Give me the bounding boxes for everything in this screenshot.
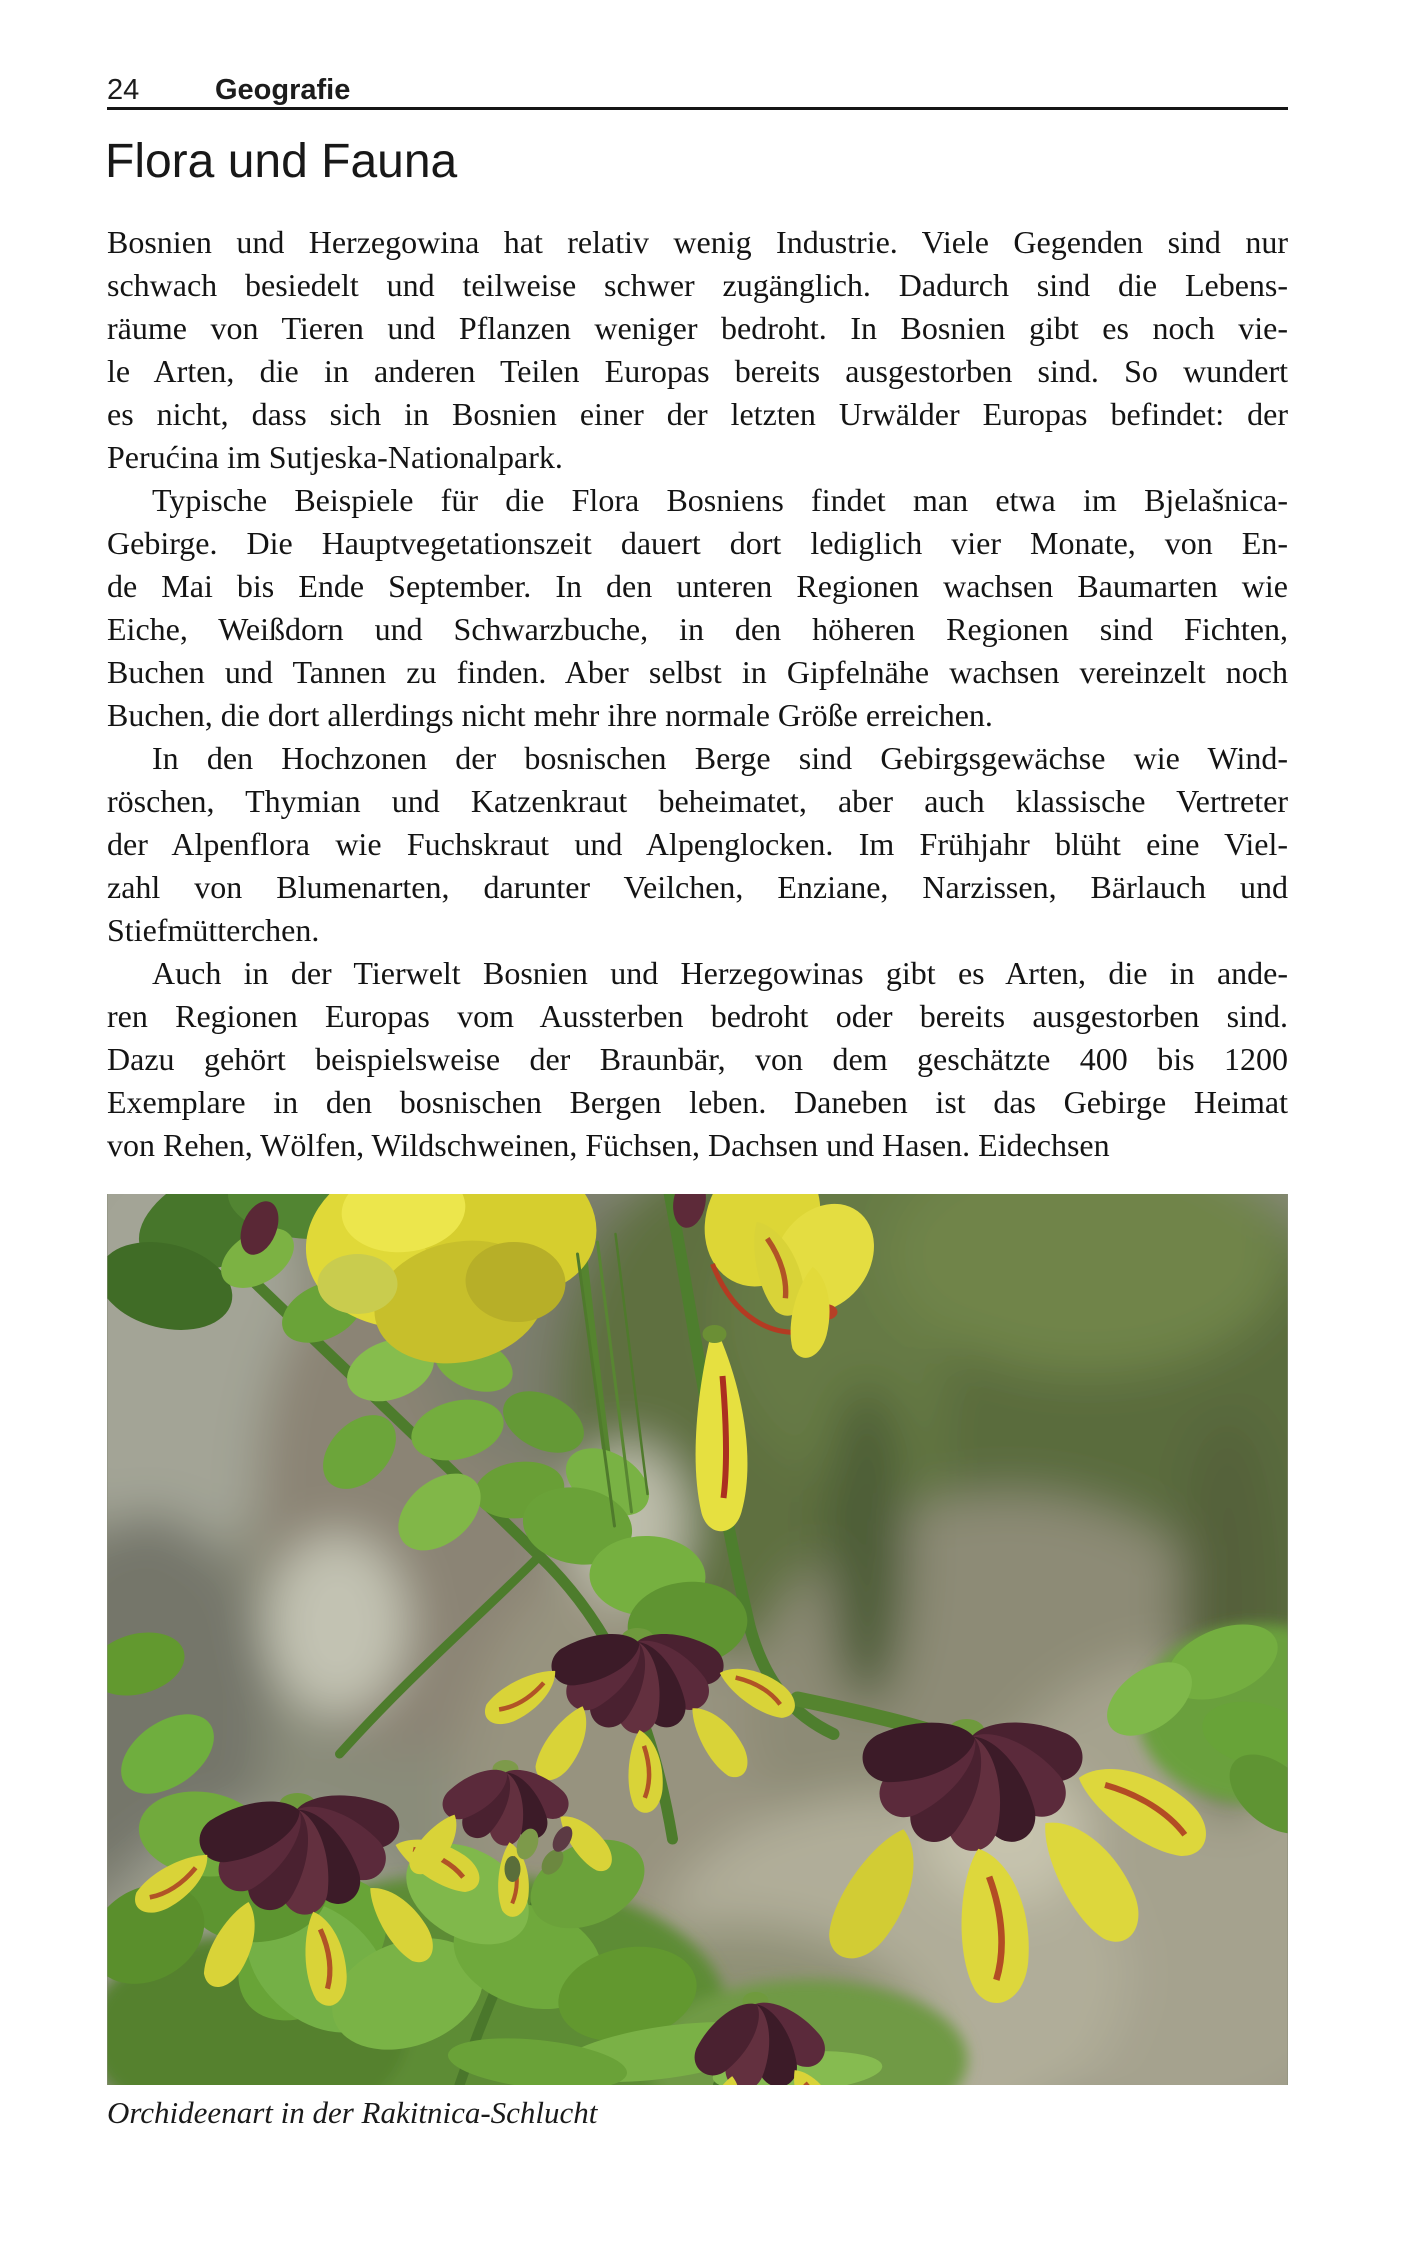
body-line: Perućina im Sutjeska-Nationalpark. — [107, 439, 563, 475]
page-title: Flora und Fauna — [105, 135, 458, 188]
body-line: röschen, Thymian und Katzenkraut beheimatet, aber auch klassische Vertreter — [107, 783, 1288, 819]
body-line: räume von Tieren und Pflanzen weniger bedroht. In Bosnien gibt es noch vie- — [107, 310, 1288, 346]
body-line: ren Regionen Europas vom Aussterben bedroht oder bereits ausgestorben sind. — [107, 998, 1288, 1034]
body-text — [107, 221, 1288, 1167]
page-number: 24 — [107, 74, 140, 106]
body-line: von Rehen, Wölfen, Wildschweinen, Füchsen, Dachsen und Hasen. Eidechsen — [107, 1127, 1110, 1163]
body-line: schwach besiedelt und teilweise schwer zugänglich. Dadurch sind die Lebens- — [107, 267, 1288, 303]
body-line: Gebirge. Die Hauptvegetationszeit dauert dort lediglich vier Monate, von En- — [107, 525, 1288, 561]
body-line: Bosnien und Herzegowina hat relativ wenig Industrie. Viele Gegenden sind nur — [107, 224, 1288, 260]
section-label: Geografie — [215, 74, 351, 106]
body-line: zahl von Blumenarten, darunter Veilchen, Enziane, Narzissen, Bärlauch und — [107, 869, 1288, 905]
body-line: In den Hochzonen der bosnischen Berge sind Gebirgsgewächse wie Wind- — [152, 740, 1288, 776]
body-line: Typische Beispiele für die Flora Bosniens findet man etwa im Bjelašnica- — [152, 482, 1288, 518]
photo-caption: Orchideenart in der Rakitnica-Schlucht — [107, 2095, 598, 2130]
header-divider — [107, 107, 1288, 110]
body-line: le Arten, die in anderen Teilen Europas bereits ausgestorben sind. So wundert — [107, 353, 1288, 389]
body-line: es nicht, dass sich in Bosnien einer der letzten Urwälder Europas befindet: der — [107, 396, 1288, 432]
body-line: Exemplare in den bosnischen Bergen leben. Daneben ist das Gebirge Heimat — [107, 1084, 1288, 1120]
body-line: Auch in der Tierwelt Bosnien und Herzegowinas gibt es Arten, die in ande- — [152, 955, 1288, 991]
body-line: Stiefmütterchen. — [107, 912, 320, 948]
flower-photo — [107, 1194, 1288, 2085]
body-line: de Mai bis Ende September. In den unteren Regionen wachsen Baumarten wie — [107, 568, 1288, 604]
body-line: Dazu gehört beispielsweise der Braunbär, von dem geschätzte 400 bis 1200 — [107, 1041, 1288, 1077]
body-line: Eiche, Weißdorn und Schwarzbuche, in den höheren Regionen sind Fichten, — [107, 611, 1288, 647]
body-line: Buchen und Tannen zu finden. Aber selbst in Gipfelnähe wachsen vereinzelt noch — [107, 654, 1288, 690]
body-line: Buchen, die dort allerdings nicht mehr ihre normale Größe erreichen. — [107, 697, 993, 733]
flower-photo-illustration — [107, 1194, 1288, 2085]
body-line: der Alpenflora wie Fuchskraut und Alpenglocken. Im Frühjahr blüht eine Viel- — [107, 826, 1288, 862]
